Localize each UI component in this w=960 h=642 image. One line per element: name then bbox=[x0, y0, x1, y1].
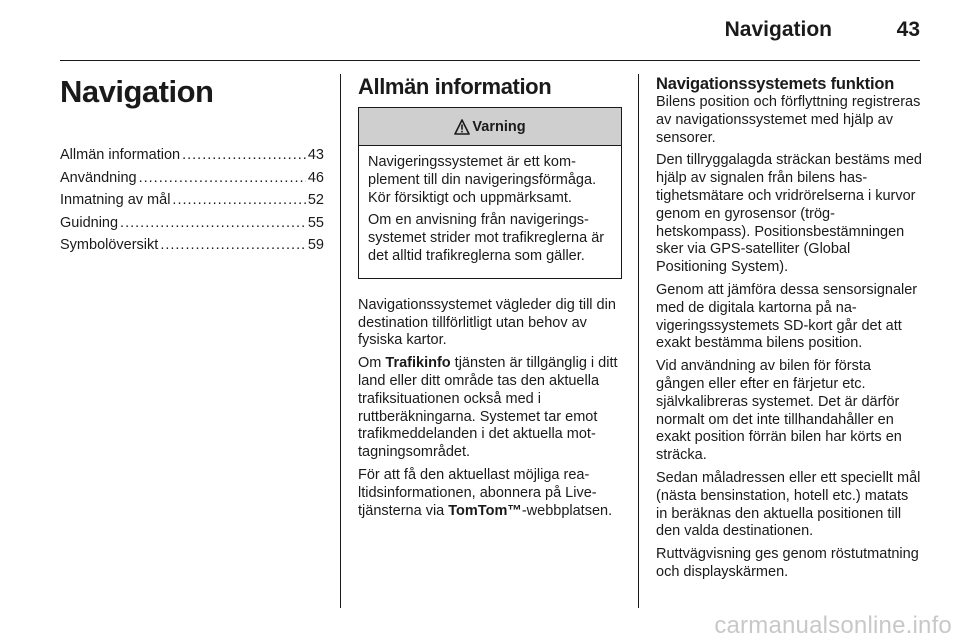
function-paragraph: Vid användning av bilen för första gången eller efter en färjetur etc. självkalibreras systemet. Det är därför normalt om det inte tillhandahåller en exakt position förrän bilen har körts en sträcka. bbox=[656, 358, 902, 464]
text-run: Om bbox=[358, 355, 386, 372]
toc-entry-label: Inmatning av mål bbox=[60, 192, 171, 208]
subscribe-paragraph bbox=[358, 467, 624, 520]
column-divider-2 bbox=[638, 74, 639, 608]
function-paragraph: Genom att jämföra dessa sensorsignaler med de digitala kartorna på navigeringssystemets SD-kort går det att exakt bestämma bilens position. bbox=[656, 281, 918, 352]
toc-entry-page: 52 bbox=[307, 192, 324, 208]
function-paragraph: Bilens position och förflyttning registreras av navigationssystemet med hjälp av sensorer. bbox=[656, 94, 921, 146]
toc-entry[interactable] bbox=[60, 212, 324, 235]
toc-leader-dots bbox=[182, 144, 306, 167]
warning-body bbox=[359, 146, 621, 278]
toc-entry-page: 43 bbox=[307, 147, 324, 163]
toc-entry[interactable] bbox=[60, 144, 324, 167]
chapter-title: Navigation bbox=[60, 74, 214, 109]
toc-leader-dots bbox=[120, 212, 306, 235]
text-run: För att få den aktuellast möjliga realtidsinformationen, abonnera på Live-tjänsterna via bbox=[358, 466, 597, 519]
toc-entry-page: 59 bbox=[307, 237, 324, 253]
section-title: Allmän information bbox=[358, 74, 552, 99]
toc-entry-label: Symbolöversikt bbox=[60, 237, 159, 253]
toc-entry-label: Allmän information bbox=[60, 147, 181, 163]
warning-paragraph: Om en anvisning från navigeringssystemet strider mot trafikreglerna är det alltid trafikreglerna som gäller. bbox=[368, 212, 605, 264]
system-function-column bbox=[656, 74, 922, 587]
toc-entry[interactable] bbox=[60, 189, 324, 212]
tomtom-term: TomTom™ bbox=[448, 502, 522, 519]
function-paragraph: Ruttvägvisning ges genom röstutmatning och displayskärmen. bbox=[656, 546, 919, 580]
trafikinfo-term: Trafikinfo bbox=[385, 355, 451, 372]
function-paragraph: Sedan måladressen eller ett speciellt mål (nästa bensinstation, hotell etc.) matats in beräknas den aktuella positionen till den valda destinationen. bbox=[656, 469, 921, 540]
toc-column bbox=[60, 74, 324, 257]
toc-leader-dots bbox=[172, 189, 305, 212]
warning-box bbox=[358, 107, 622, 279]
toc-entry-label: Guidning bbox=[60, 214, 119, 231]
intro-paragraph: Navigationssystemet vägleder dig till din destination tillförlitligt utan behov av fysiska kartor. bbox=[358, 296, 616, 349]
subsection-title: Navigationssystemets funktion bbox=[656, 75, 895, 93]
toc-entry[interactable] bbox=[60, 234, 324, 257]
header-rule bbox=[60, 60, 920, 61]
toc-leader-dots bbox=[139, 167, 306, 190]
header-title: Navigation bbox=[724, 18, 832, 41]
function-paragraph: Den tillryggalagda sträckan bestäms med hjälp av signalen från bilens hastighetsmätare och vridrörelserna i kurvor genom en gyrosensor (tröghetskompass). Positionsbestämningen sker via GPS-satelliter (Global Positioning System). bbox=[656, 152, 922, 276]
trafikinfo-paragraph bbox=[358, 355, 624, 462]
text-run: -webbplatsen. bbox=[521, 502, 613, 519]
toc-leader-dots bbox=[160, 234, 306, 257]
toc-entry[interactable] bbox=[60, 167, 324, 190]
toc-entry-label: Användning bbox=[60, 169, 137, 186]
column-divider-1 bbox=[340, 74, 341, 608]
table-of-contents bbox=[60, 144, 324, 257]
text-run: tjänsten är tillgänglig i ditt land eller ditt område tas den aktuella trafiksituationen också med i ruttberäkningarna. Systemet tar emot trafikmeddelanden i det aktuella mottagningsområdet. bbox=[358, 355, 618, 461]
watermark: carmanualsonline.info bbox=[714, 612, 952, 639]
warning-label: Varning bbox=[472, 118, 526, 135]
general-info-column bbox=[358, 74, 624, 525]
toc-entry-page: 46 bbox=[307, 169, 324, 186]
warning-paragraph: Navigeringssystemet är ett komplement till din navigeringsförmåga. Kör försiktigt och uppmärksamt. bbox=[368, 154, 597, 206]
toc-entry-page: 55 bbox=[307, 214, 324, 231]
warning-triangle-icon bbox=[454, 119, 470, 135]
header-page-number: 43 bbox=[896, 18, 920, 41]
warning-header bbox=[359, 108, 621, 146]
